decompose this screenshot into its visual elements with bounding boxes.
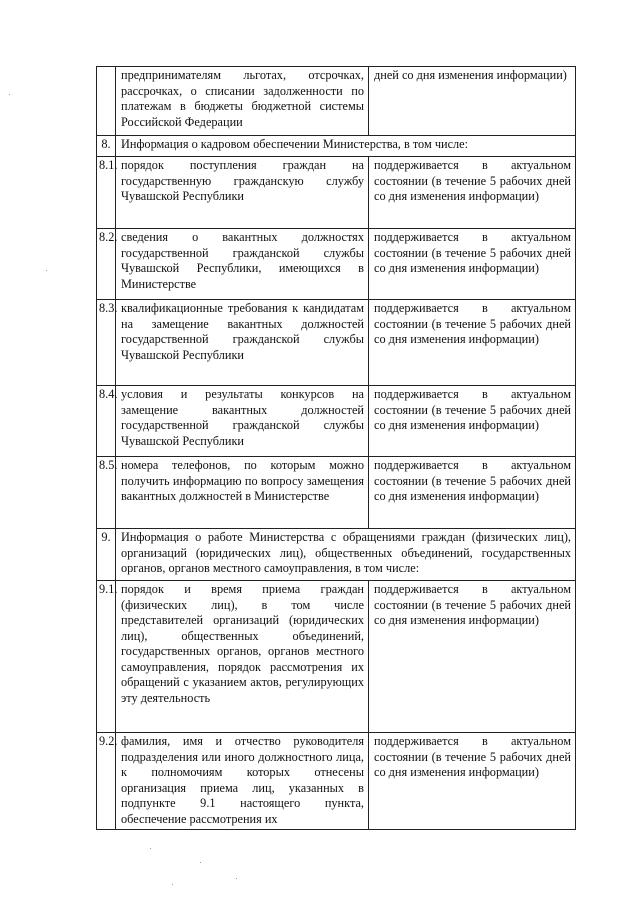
row-number: 9.2. <box>97 733 116 830</box>
scan-speck <box>150 848 151 849</box>
row-number: 8.2. <box>97 229 116 300</box>
section-heading: Информация о работе Министерства с обращениями граждан (физических лиц), организаций (юридических лиц), общественных объединений, государственных органов, органов местного самоуправления, в том числе: <box>116 529 576 581</box>
row-number <box>97 67 116 136</box>
row-term: поддерживается в актуальном состоянии (в течение 5 рабочих дней со дня изменения информации) <box>369 386 576 457</box>
table-row <box>97 229 576 300</box>
row-number: 8.3. <box>97 300 116 386</box>
scan-speck <box>172 884 173 885</box>
table-row <box>97 733 576 830</box>
row-term: поддерживается в актуальном состоянии (в течение 5 рабочих дней со дня изменения информации) <box>369 157 576 229</box>
scan-speck <box>9 94 10 95</box>
row-number: 9. <box>97 529 116 581</box>
row-term: поддерживается в актуальном состоянии (в течение 5 рабочих дней со дня изменения информации) <box>369 457 576 529</box>
row-description: порядок и время приема граждан (физических лиц), в том числе представителей организаций (юридических лиц), общественных объединений, государственных органов, органов местного самоуправления, порядок рассмотрения их обращений с указанием актов, регулирующих эту деятельность <box>116 581 369 733</box>
section-row <box>97 136 576 157</box>
row-term: поддерживается в актуальном состоянии (в течение 5 рабочих дней со дня изменения информации) <box>369 300 576 386</box>
table-row <box>97 386 576 457</box>
table-row <box>97 157 576 229</box>
row-number: 8.1. <box>97 157 116 229</box>
row-number: 9.1. <box>97 581 116 733</box>
row-number: 8. <box>97 136 116 157</box>
row-description: порядок поступления граждан на государственную гражданскую службу Чувашской Республики <box>116 157 369 229</box>
section-heading: Информация о кадровом обеспечении Министерства, в том числе: <box>116 136 576 157</box>
row-description: квалификационные требования к кандидатам на замещение вакантных должностей государственной гражданской службы Чувашской Республики <box>116 300 369 386</box>
row-number: 8.4. <box>97 386 116 457</box>
table-row <box>97 581 576 733</box>
row-term: поддерживается в актуальном состоянии (в течение 5 рабочих дней со дня изменения информации) <box>369 733 576 830</box>
row-description: условия и результаты конкурсов на замещение вакантных должностей государственной гражданской службы Чувашской Республики <box>116 386 369 457</box>
row-description: предпринимателям льготах, отсрочках, рассрочках, о списании задолженности по платежам в бюджеты бюджетной системы Российской Федерации <box>116 67 369 136</box>
section-row <box>97 529 576 581</box>
information-table <box>96 66 576 830</box>
row-term: поддерживается в актуальном состоянии (в течение 5 рабочих дней со дня изменения информации) <box>369 229 576 300</box>
row-number: 8.5. <box>97 457 116 529</box>
table-row <box>97 67 576 136</box>
row-term: дней со дня изменения информации) <box>369 67 576 136</box>
scan-speck <box>46 270 47 271</box>
scan-speck <box>236 878 237 879</box>
table-row <box>97 457 576 529</box>
row-description: сведения о вакантных должностях государственной гражданской службы Чувашской Республики, имеющихся в Министерстве <box>116 229 369 300</box>
row-description: фамилия, имя и отчество руководителя подразделения или иного должностного лица, к полномочиям которых отнесены организация приема лиц, указанных в подпункте 9.1 настоящего пункта, обеспечение рассмотрения их <box>116 733 369 830</box>
row-description: номера телефонов, по которым можно получить информацию по вопросу замещения вакантных должностей в Министерстве <box>116 457 369 529</box>
scan-speck <box>200 862 201 863</box>
row-term: поддерживается в актуальном состоянии (в течение 5 рабочих дней со дня изменения информации) <box>369 581 576 733</box>
table-row <box>97 300 576 386</box>
